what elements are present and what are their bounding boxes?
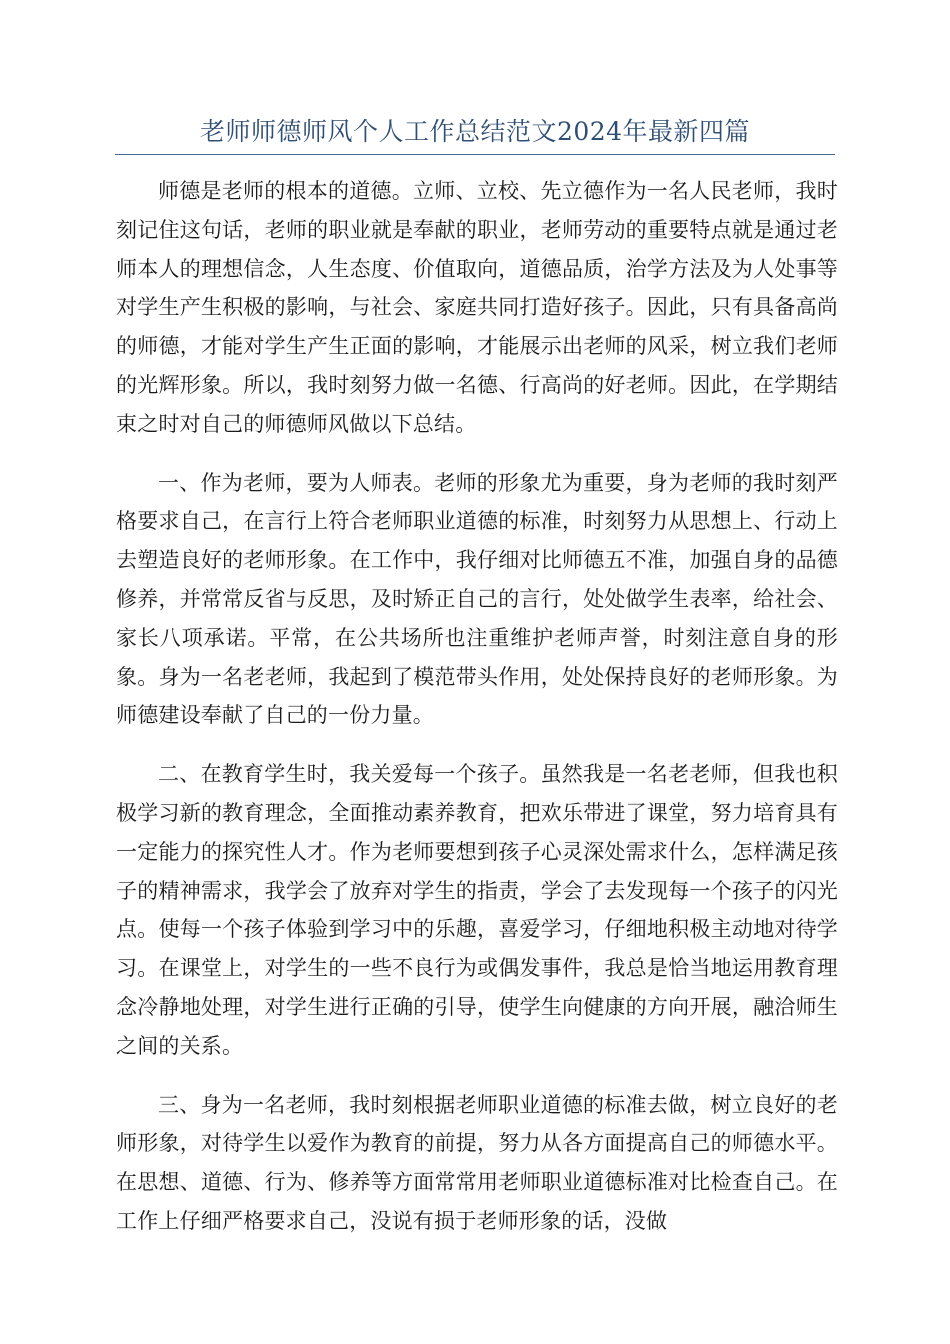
paragraph-intro: 师德是老师的根本的道德。立师、立校、先立德作为一名人民老师，我时刻记住这句话，老师的职业就是奉献的职业，老师劳动的重要特点就是通过老师本人的理想信念，人生态度、价值取向，道德品质，治学方法及为人处事等对学生产生积极的影响，与社会、家庭共同打造好孩子。因此，只有具备高尚的师德，才能对学生产生正面的影响，才能展示出老师的风采，树立我们老师的光辉形象。所以，我时刻努力做一名德、行高尚的好老师。因此，在学期结束之时对自己的师德师风做以下总结。 bbox=[116, 179, 838, 436]
paragraph-section-1: 一、作为老师，要为人师表。老师的形象尤为重要，身为老师的我时刻严格要求自己，在言行上符合老师职业道德的标准，时刻努力从思想上、行动上去塑造良好的老师形象。在工作中，我仔细对比师德五不准，加强自身的品德修养，并常常反省与反思，及时矫正自己的言行，处处做学生表率，给社会、家长八项承诺。平常，在公共场所也注重维护老师声誉，时刻注意自身的形象。身为一名老老师，我起到了模范带头作用，处处保持良好的老师形象。为师德建设奉献了自己的一份力量。 bbox=[116, 470, 838, 728]
paragraph-section-3: 三、身为一名老师，我时刻根据老师职业道德的标准去做，树立良好的老师形象，对待学生以爱作为教育的前提，努力从各方面提高自己的师德水平。在思想、道德、行为、修养等方面常常用老师职业道德标准对比检查自己。在工作上仔细严格要求自己，没说有损于老师形象的话，没做 bbox=[116, 1092, 838, 1233]
paragraph-section-2: 二、在教育学生时，我关爱每一个孩子。虽然我是一名老老师，但我也积极学习新的教育理念，全面推动素养教育，把欢乐带进了课堂，努力培育具有一定能力的探究性人才。作为老师要想到孩子心灵深处需求什么，怎样满足孩子的精神需求，我学会了放弃对学生的指责，学会了去发现每一个孩子的闪光点。使每一个孩子体验到学习中的乐趣，喜爱学习，仔细地积极主动地对待学习。在课堂上，对学生的一些不良行为或偶发事件，我总是恰当地运用教育理念冷静地处理，对学生进行正确的引导，使学生向健康的方向开展，融洽师生之间的关系。 bbox=[116, 762, 838, 1058]
document-title: 老师师德师风个人工作总结范文2024年最新四篇 bbox=[199, 117, 751, 146]
title-block bbox=[115, 112, 835, 155]
document-body bbox=[116, 172, 838, 1261]
